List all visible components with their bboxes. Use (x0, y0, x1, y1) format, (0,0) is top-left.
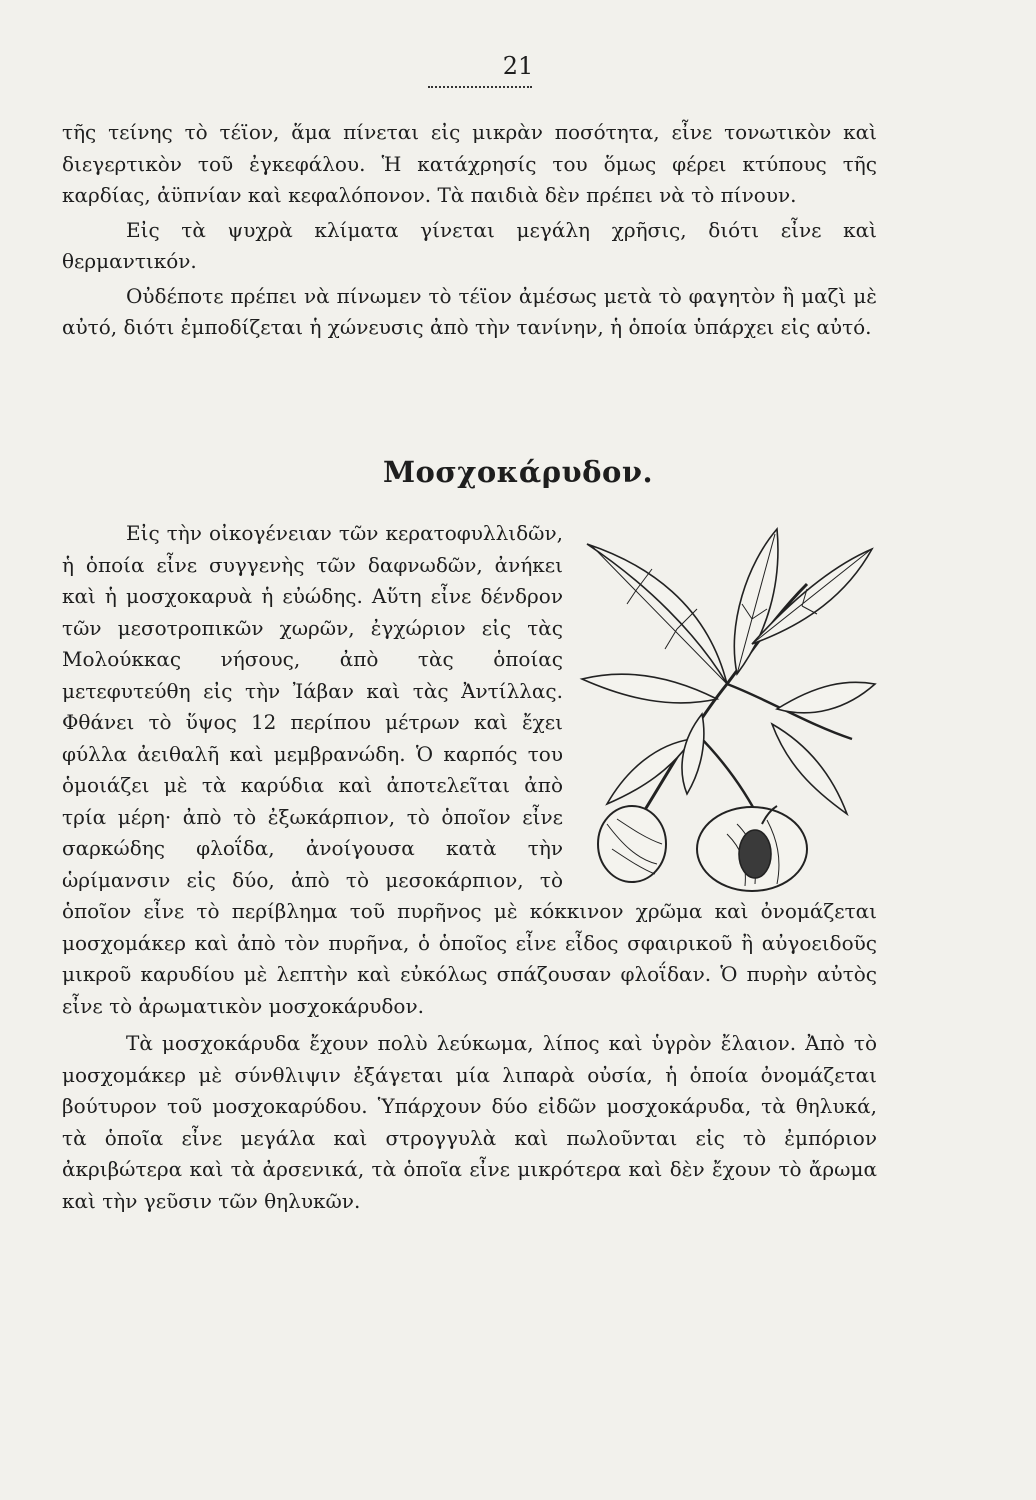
paragraph: τῆς τείνης τὸ τέϊον, ἅμα πίνεται εἰς μικρὰν ποσότητα, εἶνε τονωτικὸν καὶ διεγερτικὸν τοῦ ἐγκεφάλου. Ἡ κατάχρησίς του ὅμως φέρει κτύπους τῆς καρδίας, ἀϋπνίαν καὶ κεφαλόπονον. Τὰ παιδιὰ δὲν πρέπει νὰ τὸ πίνουν. (62, 120, 877, 207)
paragraph-text: Εἰς τὴν οἰκογένειαν τῶν κερατοφυλλιδῶν, ἡ ὁποία εἶνε συγγενὴς τῶν δαφνωδῶν, ἀνήκει καὶ ἡ μοσχοκαρυὰ ἡ εὐώδης. Αὕτη εἶνε δένδρον τῶν μεσοτροπικῶν χωρῶν, ἐγχώριον εἰς τὰς Μολούκκας νήσους, ἀπὸ τὰς ὁποίας μετεφυτεύθη εἰς τὴν Ἰάβαν καὶ τὰς Ἀντίλλας. Φθάνει τὸ ὕψος 12 περίπου μέτρων καὶ ἔχει φύλλα ἀειθαλῆ καὶ μεμβρανώδη. Ὁ καρπός του ὁμοιάζει μὲ τὰ καρύδια καὶ ἀποτελεῖται ἀπὸ τρία μέρη· ἀπὸ τὸ ἐξωκάρπιον, τὸ ὁποῖον εἶνε σαρκώδης φλοΐδα, ἀνοίγουσα κατὰ τὴν ὡρίμανσιν εἰς δύο, ἀπὸ τὸ μεσοκάρπιον, τὸ ὁποῖον εἶνε τὸ περίβλημα τοῦ πυρῆνος μὲ κόκκινον χρῶμα καὶ ὀνομάζεται μοσχομάκερ καὶ ἀπὸ τὸν πυρῆνα, ὁ ὁποῖος εἶνε εἶδος σφαιρικοῦ ἢ αὐγοειδοῦς μικροῦ καρυδίου μὲ λεπτὴν καὶ εὐκόλως σπάζουσαν φλοΐδαν. Ὁ πυρὴν αὐτὸς εἶνε τὸ ἀρωματικὸν μοσχοκάρυδον. (62, 521, 877, 1018)
page-number-rule (428, 86, 532, 88)
paragraph: Οὐδέποτε πρέπει νὰ πίνωμεν τὸ τέϊον ἀμέσως μετὰ τὸ φαγητὸν ἢ μαζὶ μὲ αὐτό, διότι ἐμποδίζεται ἡ χώνευσις ἀπὸ τὴν τανίνην, ἡ ὁποία ὑπάρχει εἰς αὐτό. (62, 283, 877, 339)
section-heading: Μοσχοκάρυδον. (382, 455, 654, 489)
text-block-after-heading (62, 518, 877, 1217)
paragraph: Τὰ μοσχοκάρυδα ἔχουν πολὺ λεύκωμα, λίπος καὶ ὑγρὸν ἔλαιον. Ἀπὸ τὸ μοσχομάκερ μὲ σύνθλιψιν ἐξάγεται μία λιπαρὰ οὐσία, ἡ ὁποία ὀνομάζεται βούτυρον τοῦ μοσχοκαρύδου. Ὑπάρχουν δύο εἰδῶν μοσχοκάρυδα, τὰ θηλυκά, τὰ ὁποῖα εἶνε μεγάλα καὶ στρογγυλὰ καὶ πωλοῦνται εἰς τὸ ἐμπόριον ἀκριβώτερα καὶ τὰ ἀρσενικά, τὰ ὁποῖα εἶνε μικρότερα καὶ δὲν ἔχουν τὸ ἄρωμα καὶ τὴν γεῦσιν τῶν θηλυκῶν. (62, 1031, 877, 1213)
text-block-before-heading (62, 117, 877, 344)
paragraph: Εἰς τὰ ψυχρὰ κλίματα γίνεται μεγάλη χρῆσις, διότι εἶνε καὶ θερμαντικόν. (62, 217, 877, 273)
paragraph (62, 518, 877, 1022)
nutmeg-branch-icon (577, 524, 877, 894)
page-number: 21 (502, 52, 534, 80)
